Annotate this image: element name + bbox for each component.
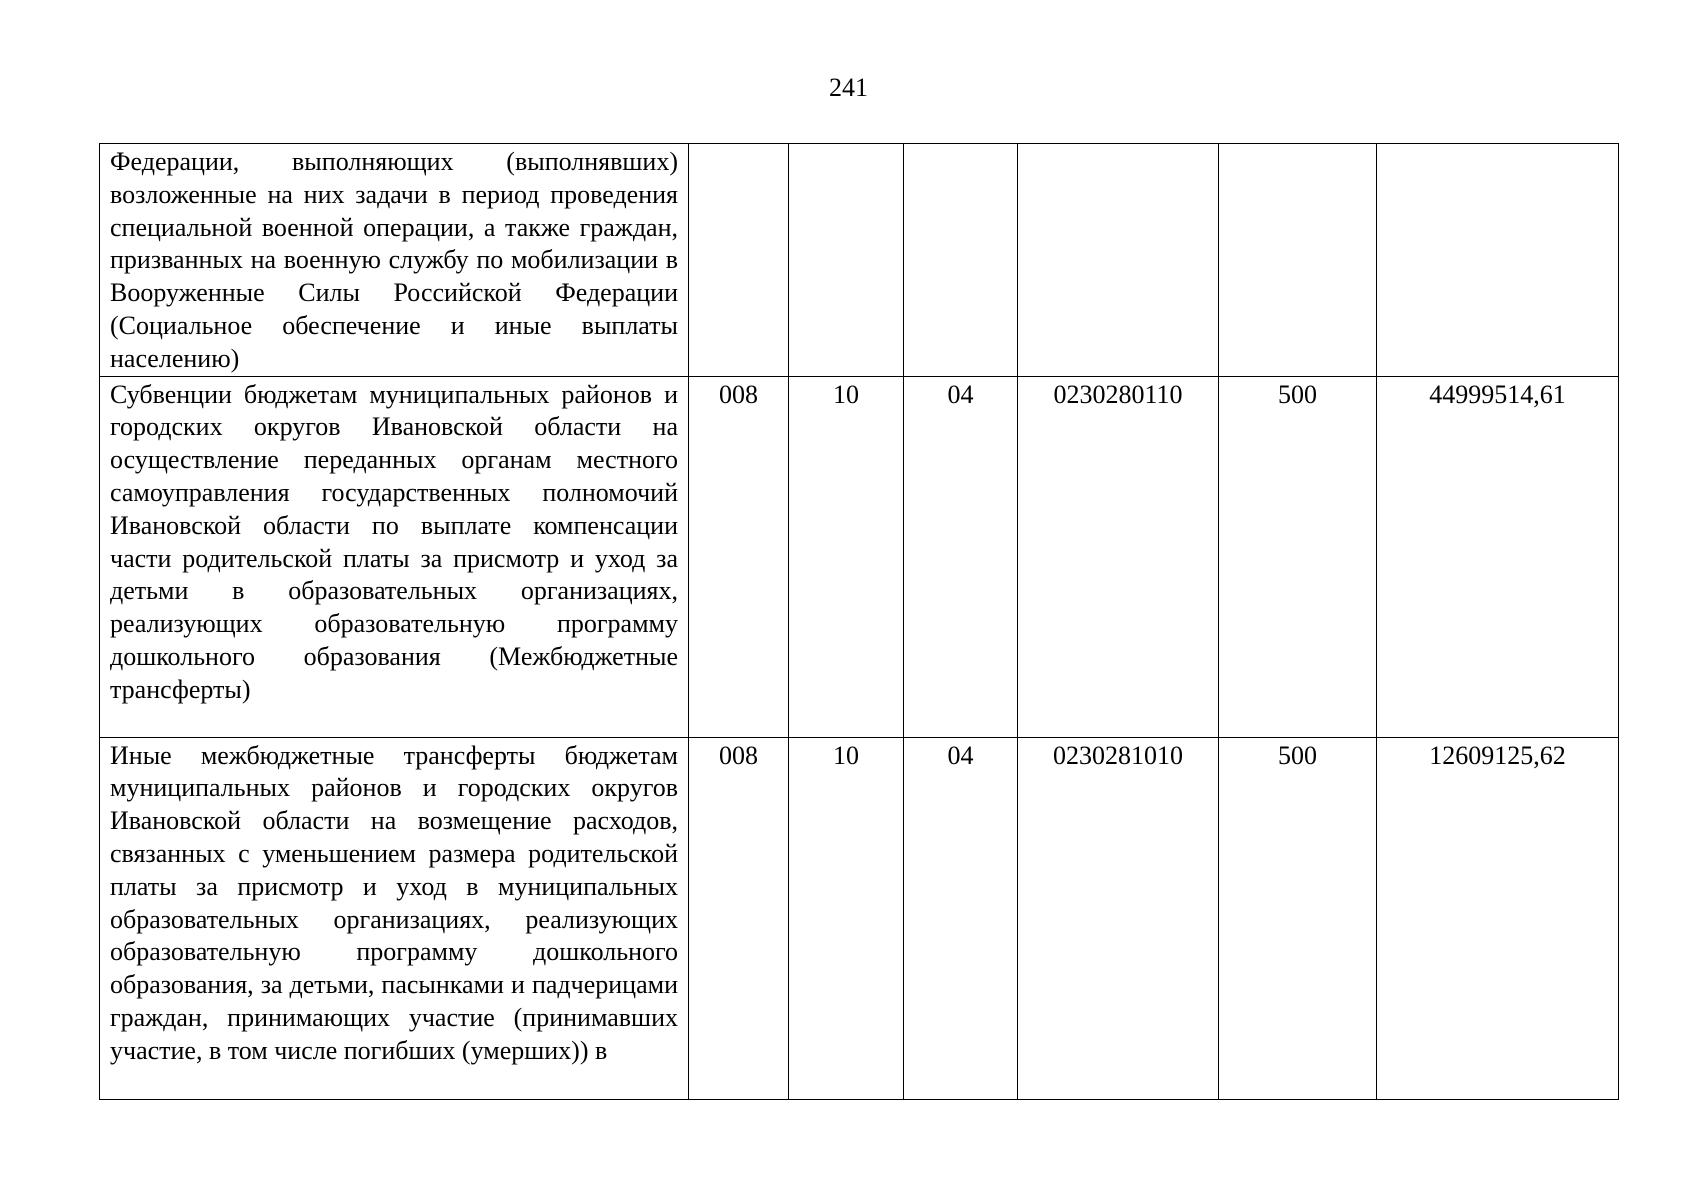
subsection-code: 04 (904, 737, 1018, 1099)
amount: 44999514,61 (1377, 376, 1619, 737)
target-article-code: 0230280110 (1018, 376, 1219, 737)
section-code: 10 (789, 737, 904, 1099)
amount: 12609125,62 (1377, 737, 1619, 1099)
subsection-code (904, 144, 1018, 377)
table-row (100, 737, 1619, 1099)
amount (1377, 144, 1619, 377)
section-code (789, 144, 904, 377)
row-description: Иные межбюджетные трансферты бюджетам муниципальных районов и городских округов Ивановской области на возмещение расходов, связанных с уменьшением размера родительской платы за присмотр и уход в муниципальных образовательных организациях, реализующих образовательную программу дошкольного образования, за детьми, пасынками и падчерицами граждан, принимающих участие (принимавших участие, в том числе погибших (умерших)) в (100, 737, 689, 1099)
subsection-code: 04 (904, 376, 1018, 737)
target-article-code: 0230281010 (1018, 737, 1219, 1099)
expense-type-code (1219, 144, 1377, 377)
expense-type-code: 500 (1219, 737, 1377, 1099)
ministry-code (689, 144, 789, 377)
section-code: 10 (789, 376, 904, 737)
table-row (100, 144, 1619, 377)
budget-table (99, 143, 1619, 1100)
row-description: Федерации, выполняющих (выполнявших) возложенные на них задачи в период проведения специальной военной операции, а также граждан, призванных на военную службу по мобилизации в Вооруженные Силы Российской Федерации (Социальное обеспечение и иные выплаты населению) (100, 144, 689, 377)
ministry-code: 008 (689, 376, 789, 737)
ministry-code: 008 (689, 737, 789, 1099)
target-article-code (1018, 144, 1219, 377)
expense-type-code: 500 (1219, 376, 1377, 737)
table-row (100, 376, 1619, 737)
row-description: Субвенции бюджетам муниципальных районов и городских округов Ивановской области на осуществление переданных органам местного самоуправления государственных полномочий Ивановской области по выплате компенсации части родительской платы за присмотр и уход за детьми в образовательных организациях, реализующих образовательную программу дошкольного образования (Межбюджетные трансферты) (100, 376, 689, 737)
page-number: 241 (829, 73, 868, 102)
